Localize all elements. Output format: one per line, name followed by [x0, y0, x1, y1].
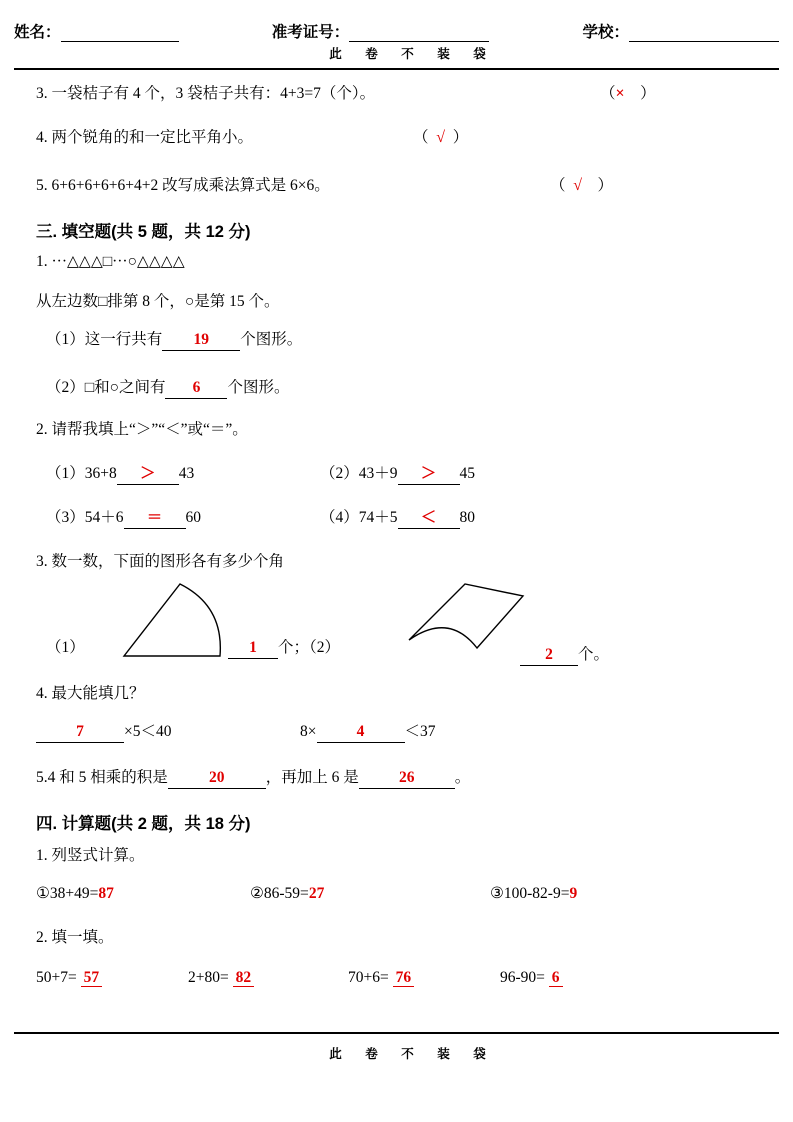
q3-4-right-post: ＜37	[404, 723, 436, 740]
q3-3-a-answer: 1	[249, 639, 257, 656]
q3-2-item-4-answer: ＜	[420, 509, 437, 526]
q4-2-item-3-answer: 76	[393, 969, 415, 987]
name-blank	[61, 27, 179, 42]
name-field	[14, 20, 179, 42]
judge-item-5	[36, 176, 330, 196]
judge-item-4-text: 两个锐角的和一定比平角小。	[51, 129, 254, 146]
school-blank	[629, 27, 779, 42]
judge-item-5-bracket: （ √ ）	[550, 177, 614, 194]
q4-1-item-3	[490, 884, 577, 904]
q4-2-item-3	[348, 968, 414, 988]
q3-3-b-answer-wrap	[520, 645, 609, 666]
q3-3-no: 3.	[36, 553, 48, 570]
q4-1-item-3-answer: 9	[569, 885, 578, 902]
q3-2-item-1-answer: ＞	[140, 465, 156, 482]
q3-2-item-4	[320, 508, 475, 529]
q4-2-item-3-expr: 70+6=	[348, 969, 389, 986]
judge-item-4-bracket: （ √ ）	[413, 129, 469, 146]
q4-1-item-2-expr: ②86-59=	[250, 885, 309, 902]
judge-item-3-text: 一袋桔子有 4 个，3 袋桔子共有：4+3=7（个）。	[51, 85, 376, 102]
q4-1-item-3-expr: ③100-82-9=	[490, 885, 570, 902]
q3-5-post: 。	[454, 769, 471, 786]
judge-item-5-no: 5.	[36, 177, 48, 194]
q3-5-pre: 4 和 5 相乘的积是	[47, 769, 168, 786]
judge-item-5-text: 6+6+6+6+6+4+2 改写成乘法算式是 6×6。	[51, 177, 330, 194]
q3-4	[36, 684, 145, 704]
section-3-title: 三. 填空题(共 5 题，共 12 分)	[36, 223, 251, 241]
q3-2-item-3-right: 60	[185, 509, 202, 526]
q3-1-sub1-post: 个图形。	[240, 331, 303, 348]
judge-item-4-no: 4.	[36, 129, 48, 146]
figure-shape-1	[120, 578, 240, 660]
q4-1-item-1	[36, 884, 114, 904]
q4-1-item-2-answer: 27	[308, 885, 325, 902]
q3-4-right	[300, 722, 436, 743]
page-header	[14, 20, 779, 42]
q3-2-text: 请帮我填上“＞”“＜”或“＝”。	[51, 421, 248, 438]
judge-item-5-mark: √	[573, 177, 583, 194]
q3-2-item-2-answer: ＞	[420, 465, 437, 482]
q3-1-sub2	[46, 378, 290, 399]
q3-3-answer-a	[46, 638, 85, 658]
q4-2-item-4-answer: 6	[549, 969, 563, 987]
q3-1-sub2-pre: （2）□和○之间有	[46, 379, 166, 396]
q3-1-sub1-answer: 19	[193, 331, 210, 348]
q4-1-no: 1.	[36, 847, 48, 864]
seal-text-bottom: 此 卷 不 装 袋	[329, 1047, 496, 1061]
q3-1-sub2-post: 个图形。	[227, 379, 290, 396]
q3-2-item-3	[46, 508, 201, 529]
q4-1	[36, 846, 145, 866]
q3-1-desc: 从左边数□排第 8 个，○是第 15 个。	[36, 293, 280, 310]
q3-2-item-4-label: （4）	[320, 509, 359, 526]
q3-2-item-3-answer: ＝	[146, 509, 163, 526]
judge-item-3-no: 3.	[36, 85, 48, 102]
q3-2-item-1	[46, 464, 194, 485]
q3-4-no: 4.	[36, 685, 48, 702]
q3-2-item-1-label: （1）	[46, 465, 85, 482]
judge-item-4-mark: √	[436, 129, 446, 146]
q4-1-item-1-expr: ①38+49=	[36, 885, 99, 902]
exam-no-label: 准考证号：	[271, 24, 350, 41]
q3-2-item-2	[320, 464, 475, 485]
q3-3-a-post: 个；（2）	[278, 639, 341, 656]
q3-1-shapes: ···△△△□···○△△△△	[51, 253, 185, 270]
q3-2-item-2-right: 45	[459, 465, 476, 482]
q3-3-a-answer-wrap	[228, 638, 340, 659]
figure-shape-2	[405, 578, 530, 660]
q3-1-sub1-pre: （1）这一行共有	[46, 331, 163, 348]
seal-text-top: 此 卷 不 装 袋	[329, 47, 496, 61]
q3-4-right-pre: 8×	[300, 723, 317, 740]
q4-2-item-2	[188, 968, 254, 988]
q4-2-item-1-expr: 50+7=	[36, 969, 77, 986]
q3-4-left-answer: 7	[76, 723, 84, 740]
footer-divider	[14, 1032, 779, 1034]
q3-4-text: 最大能填几？	[51, 685, 145, 702]
q3-2	[36, 420, 248, 440]
q3-5	[36, 768, 470, 789]
q3-2-item-2-left: 43＋9	[358, 465, 398, 482]
q4-2-item-1	[36, 968, 102, 988]
q3-4-left-expr: ×5＜40	[124, 723, 172, 740]
q3-2-item-2-label: （2）	[320, 465, 359, 482]
q3-1	[36, 252, 185, 272]
q3-2-item-3-left: 54＋6	[84, 509, 124, 526]
q3-5-no: 5.	[36, 769, 48, 786]
judge-item-3-mark: ×	[615, 85, 625, 102]
q3-5-answer-1: 20	[209, 769, 225, 786]
section-4-title: 四. 计算题(共 2 题，共 18 分)	[36, 815, 251, 833]
q3-1-sub1	[46, 330, 302, 351]
q3-5-answer-2: 26	[399, 769, 415, 786]
q4-1-item-2	[250, 884, 324, 904]
name-label: 姓名：	[14, 24, 61, 41]
q3-2-item-3-label: （3）	[46, 509, 85, 526]
q4-1-text: 列竖式计算。	[51, 847, 145, 864]
q3-2-item-1-left: 36+8	[84, 465, 117, 482]
q3-2-item-4-left: 74＋5	[358, 509, 398, 526]
q4-2-no: 2.	[36, 929, 48, 946]
judge-item-4	[36, 128, 253, 148]
q4-2-item-2-expr: 2+80=	[188, 969, 229, 986]
q3-2-item-4-right: 80	[459, 509, 476, 526]
q3-2-no: 2.	[36, 421, 48, 438]
school-label: 学校：	[582, 24, 629, 41]
judge-item-3	[36, 84, 375, 104]
q4-2-text: 填一填。	[51, 929, 114, 946]
exam-no-field	[272, 20, 490, 42]
q3-5-mid: ，再加上 6 是	[265, 769, 359, 786]
q3-4-left	[36, 722, 172, 743]
q3-3-b-answer: 2	[545, 646, 553, 663]
q4-2-item-1-answer: 57	[81, 969, 103, 987]
q3-4-right-answer: 4	[356, 723, 365, 740]
q3-3-text: 数一数，下面的图形各有多少个角	[51, 553, 285, 570]
q3-3-b-post: 个。	[578, 646, 610, 663]
q4-2-item-4	[500, 968, 563, 988]
judge-item-3-bracket: （× ）	[600, 85, 656, 102]
school-field	[582, 20, 779, 42]
q3-3	[36, 552, 284, 572]
q3-2-item-1-right: 43	[178, 465, 195, 482]
header-divider	[14, 68, 779, 70]
q4-2	[36, 928, 114, 948]
q4-1-item-1-answer: 87	[98, 885, 114, 902]
q3-1-sub2-answer: 6	[192, 379, 201, 396]
q3-1-no: 1.	[36, 253, 48, 270]
q4-2-item-2-answer: 82	[233, 969, 255, 987]
q3-3-a-label: （1）	[46, 639, 85, 656]
exam-no-blank	[349, 27, 489, 42]
q4-2-item-4-expr: 96-90=	[500, 969, 545, 986]
